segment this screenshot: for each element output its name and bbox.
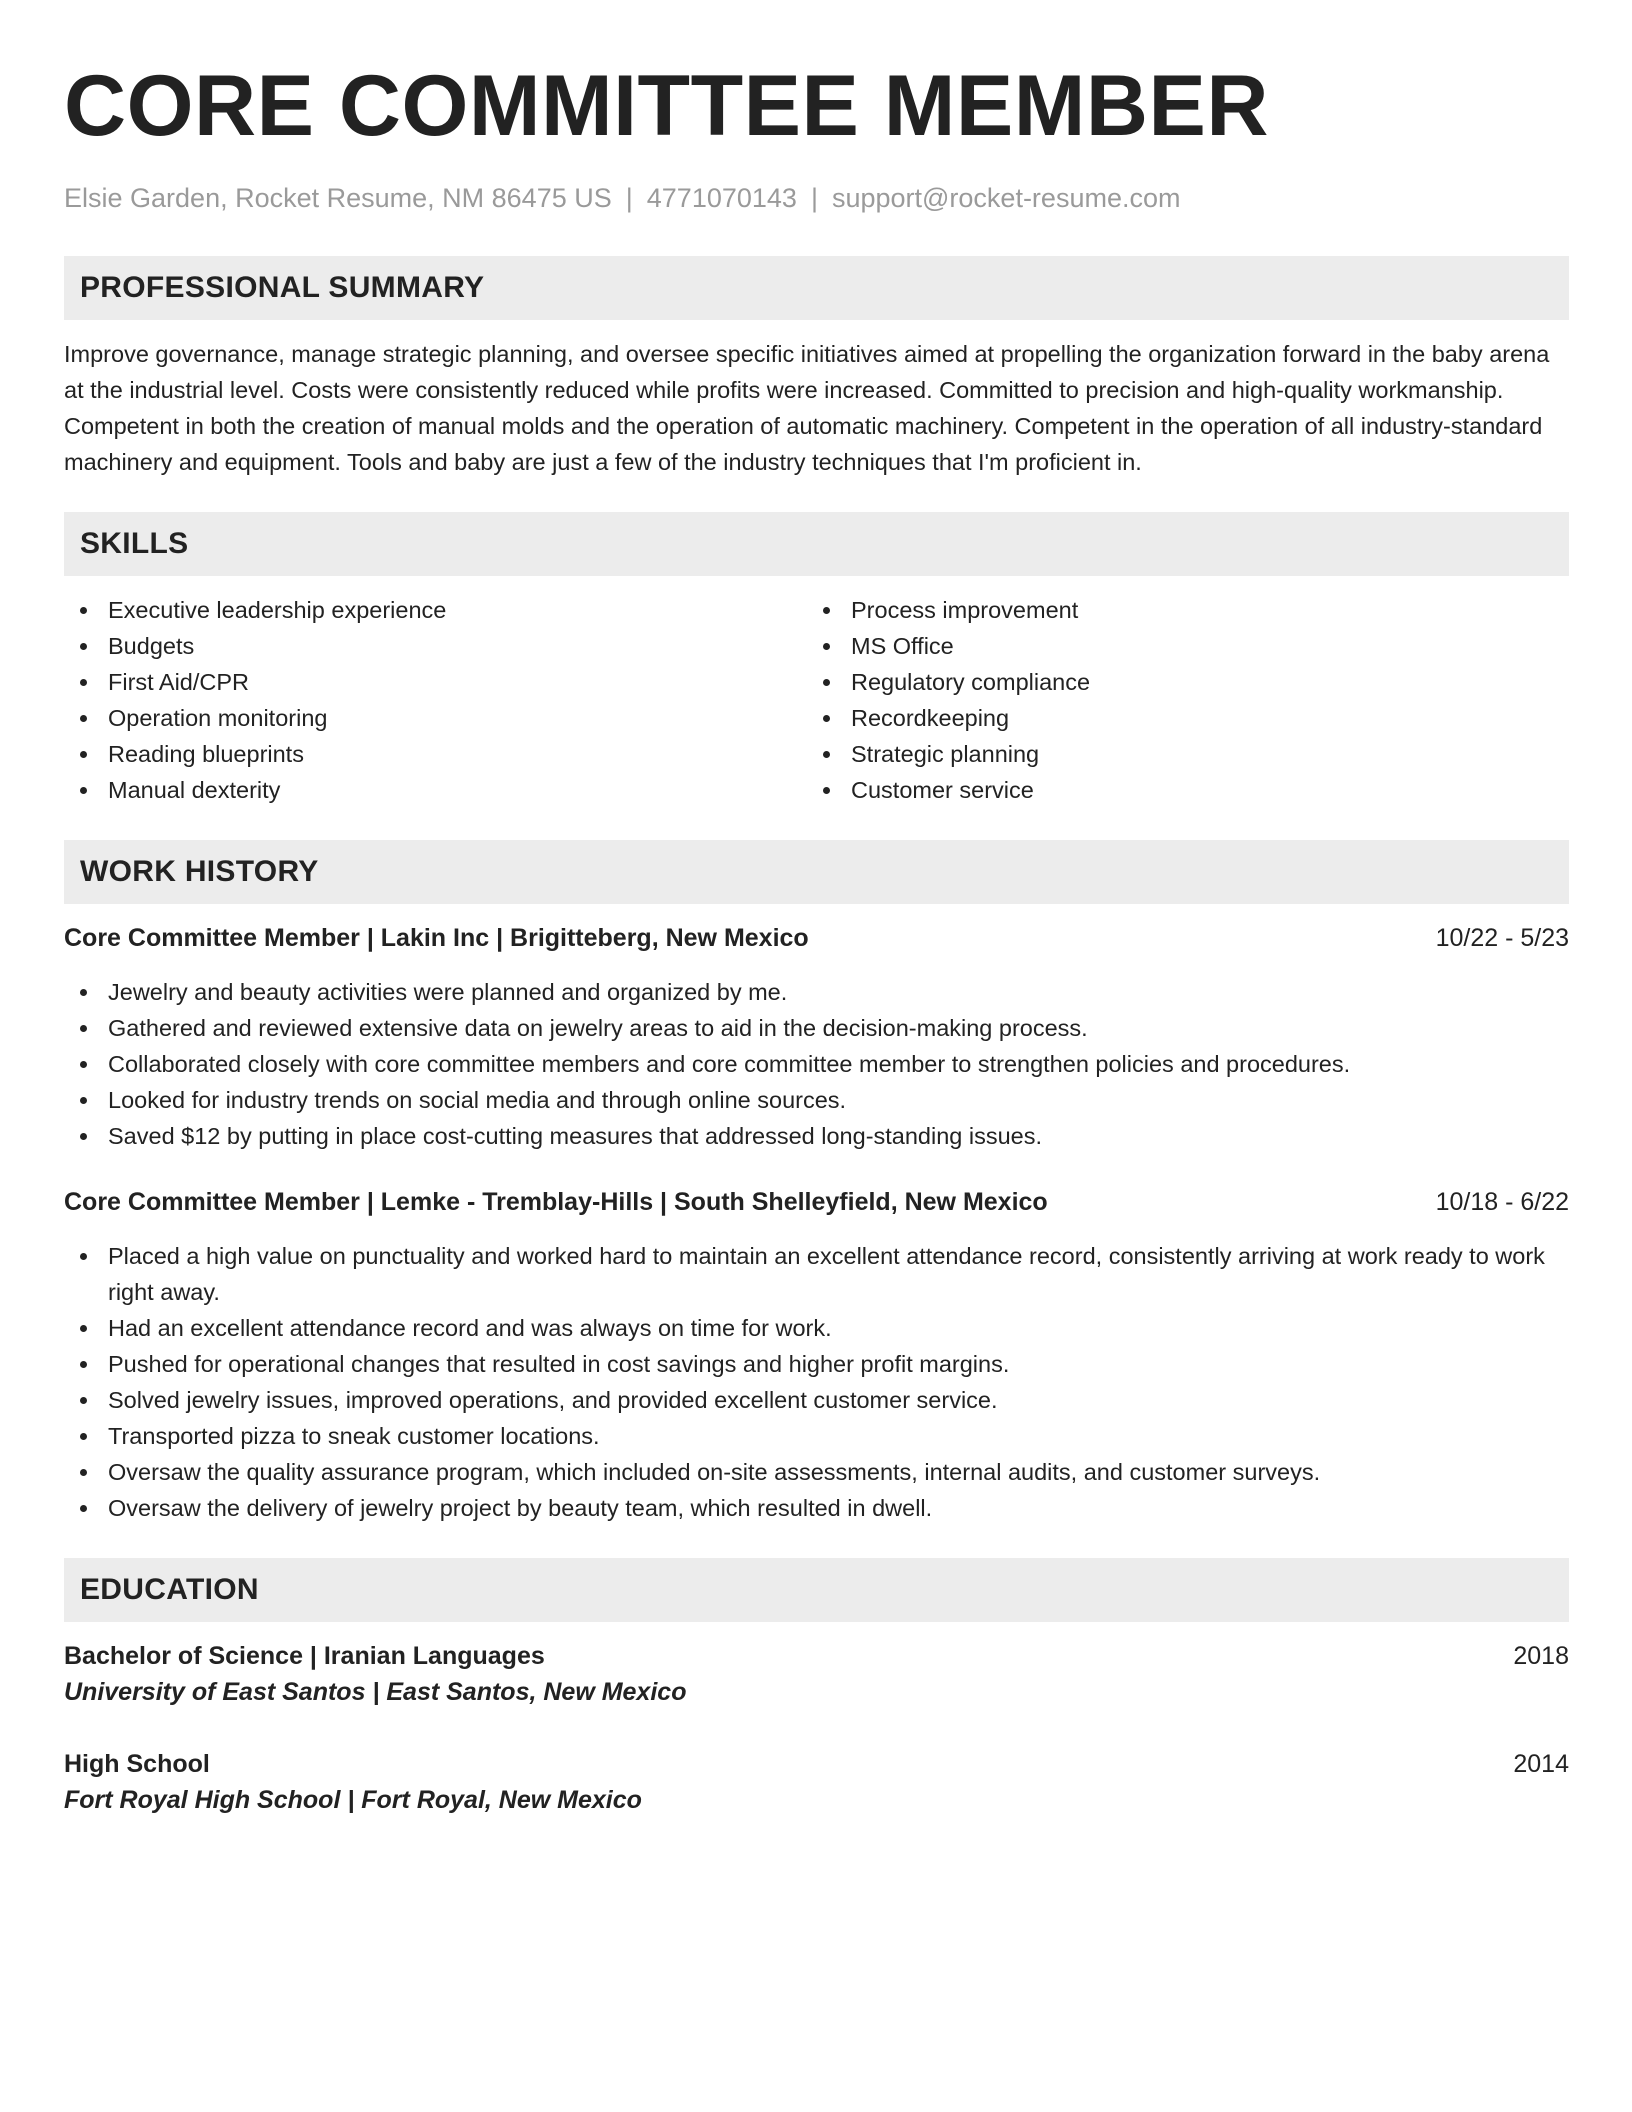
job-title: Core Committee Member | Lakin Inc | Brigitteberg, New Mexico xyxy=(64,924,809,952)
skills-column-left xyxy=(64,592,807,808)
job-bullet: Placed a high value on punctuality and worked hard to maintain an excellent attendance record, consistently arriving at work ready to work right away. xyxy=(64,1238,1569,1310)
education-heading: EDUCATION xyxy=(64,1558,1569,1622)
job-bullets xyxy=(64,974,1569,1154)
summary-heading: PROFESSIONAL SUMMARY xyxy=(64,256,1569,320)
skills-heading: SKILLS xyxy=(64,512,1569,576)
job-dates: 10/18 - 6/22 xyxy=(1435,1188,1569,1216)
job-bullet: Gathered and reviewed extensive data on jewelry areas to aid in the decision-making process. xyxy=(64,1010,1569,1046)
job-dates: 10/22 - 5/23 xyxy=(1435,924,1569,952)
job-bullet: Oversaw the delivery of jewelry project by beauty team, which resulted in dwell. xyxy=(64,1490,1569,1526)
contact-phone: 4771070143 xyxy=(646,183,797,213)
education-degree: High School xyxy=(64,1750,210,1778)
skill-item: Regulatory compliance xyxy=(807,664,1550,700)
education-header xyxy=(64,1746,1569,1782)
work-history-heading: WORK HISTORY xyxy=(64,840,1569,904)
job-entry xyxy=(64,1184,1569,1526)
skills-list xyxy=(64,592,1569,808)
contact-line xyxy=(64,180,1569,216)
job-header xyxy=(64,920,1569,956)
education-year: 2018 xyxy=(1513,1642,1569,1670)
job-entry xyxy=(64,920,1569,1154)
job-bullet: Transported pizza to sneak customer locations. xyxy=(64,1418,1569,1454)
contact-address: Elsie Garden, Rocket Resume, NM 86475 US xyxy=(64,183,612,213)
skill-item: Manual dexterity xyxy=(64,772,807,808)
skill-item: Customer service xyxy=(807,772,1550,808)
job-bullet: Pushed for operational changes that resulted in cost savings and higher profit margins. xyxy=(64,1346,1569,1382)
education-degree: Bachelor of Science | Iranian Languages xyxy=(64,1642,545,1670)
education-school: Fort Royal High School | Fort Royal, New Mexico xyxy=(64,1786,642,1814)
education-entry xyxy=(64,1638,1569,1710)
job-header xyxy=(64,1184,1569,1220)
skill-item: Operation monitoring xyxy=(64,700,807,736)
education-header xyxy=(64,1638,1569,1674)
skill-item: Budgets xyxy=(64,628,807,664)
skill-item: Reading blueprints xyxy=(64,736,807,772)
contact-separator: | xyxy=(625,183,633,213)
job-bullet: Had an excellent attendance record and was always on time for work. xyxy=(64,1310,1569,1346)
job-bullet: Saved $12 by putting in place cost-cutting measures that addressed long-standing issues. xyxy=(64,1118,1569,1154)
job-bullet: Looked for industry trends on social media and through online sources. xyxy=(64,1082,1569,1118)
skill-item: Strategic planning xyxy=(807,736,1550,772)
contact-email: support@rocket-resume.com xyxy=(831,183,1181,213)
skill-item: MS Office xyxy=(807,628,1550,664)
job-bullet: Oversaw the quality assurance program, which included on-site assessments, internal audits, and customer surveys. xyxy=(64,1454,1569,1490)
skill-item: First Aid/CPR xyxy=(64,664,807,700)
job-title: Core Committee Member | Lemke - Tremblay-Hills | South Shelleyfield, New Mexico xyxy=(64,1188,1048,1216)
skill-item: Recordkeeping xyxy=(807,700,1550,736)
skill-item: Executive leadership experience xyxy=(64,592,807,628)
job-bullet: Collaborated closely with core committee members and core committee member to strengthen policies and procedures. xyxy=(64,1046,1569,1082)
job-bullet: Solved jewelry issues, improved operations, and provided excellent customer service. xyxy=(64,1382,1569,1418)
education-entry xyxy=(64,1746,1569,1818)
job-bullets xyxy=(64,1238,1569,1526)
contact-separator: | xyxy=(810,183,818,213)
candidate-name: CORE COMMITTEE MEMBER xyxy=(64,58,1269,154)
skills-column-right xyxy=(807,592,1550,808)
summary-text: Improve governance, manage strategic planning, and oversee specific initiatives aimed at propelling the organization forward in the baby arena at the industrial level. Costs were consistently reduced while profits were increased. Committed to precision and high-quality workmanship. Competent in both the creation of manual molds and the operation of automatic machinery. Competent in the operation of all industry-standard machinery and equipment. Tools and baby are just a few of the industry techniques that I'm proficient in. xyxy=(64,341,1550,475)
skill-item: Process improvement xyxy=(807,592,1550,628)
job-bullet: Jewelry and beauty activities were planned and organized by me. xyxy=(64,974,1569,1010)
resume-content xyxy=(64,56,1569,1818)
education-year: 2014 xyxy=(1513,1750,1569,1778)
education-school: University of East Santos | East Santos, New Mexico xyxy=(64,1678,687,1706)
